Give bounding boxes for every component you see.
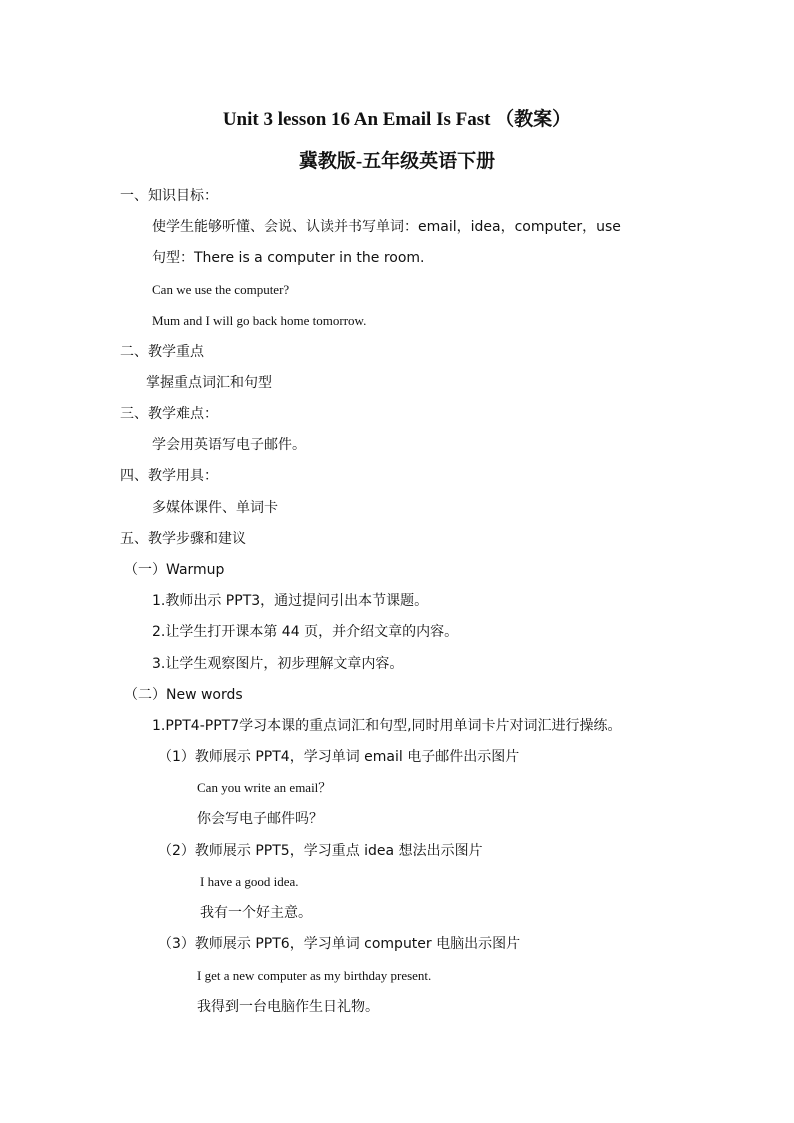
text-line: 掌握重点词汇和句型: [146, 375, 272, 391]
text-line: （1）教师展示 PPT4，学习单词 email 电子邮件出示图片: [158, 749, 520, 765]
text-line: 1.教师出示 PPT3，通过提问引出本节课题。: [152, 593, 429, 609]
document-title: Unit 3 lesson 16 An Email Is Fast （教案）: [222, 109, 572, 130]
section-heading: 三、教学难点：: [120, 406, 218, 422]
section-heading: 二、教学重点: [120, 344, 204, 360]
text-line: Can we use the computer?: [152, 282, 290, 297]
text-line: 3.让学生观察图片，初步理解文章内容。: [152, 656, 404, 672]
text-line: 学会用英语写电子邮件。: [152, 437, 306, 453]
text-line: Can you write an email？: [197, 780, 332, 795]
text-line: 我得到一台电脑作生日礼物。: [197, 999, 379, 1015]
subsection-heading: （一）Warmup: [124, 562, 225, 578]
text-line: （3）教师展示 PPT6，学习单词 computer 电脑出示图片: [158, 936, 521, 952]
text-line: I get a new computer as my birthday present.: [197, 968, 432, 983]
document-subtitle: 冀教版-五年级英语下册: [298, 151, 496, 172]
text-line: 我有一个好主意。: [200, 905, 312, 921]
text-line: I have a good idea.: [200, 874, 299, 889]
text-line: 2.让学生打开课本第 44 页，并介绍文章的内容。: [152, 624, 459, 640]
text-line: （2）教师展示 PPT5，学习重点 idea 想法出示图片: [158, 843, 483, 859]
text-line: 你会写电子邮件吗？: [197, 811, 323, 827]
text-line: 1.PPT4-PPT7学习本课的重点词汇和句型,同时用单词卡片对词汇进行操练。: [152, 718, 622, 734]
text-line: 句型：There is a computer in the room.: [152, 250, 425, 266]
text-line: Mum and I will go back home tomorrow.: [152, 313, 367, 328]
section-heading: 一、知识目标：: [120, 188, 218, 204]
section-heading: 五、教学步骤和建议: [120, 531, 246, 547]
text-line: 多媒体课件、单词卡: [152, 500, 278, 516]
section-heading: 四、教学用具：: [120, 468, 218, 484]
text-line: 使学生能够听懂、会说、认读并书写单词：email，idea，computer，use: [152, 219, 621, 235]
subsection-heading: （二）New words: [124, 687, 243, 703]
